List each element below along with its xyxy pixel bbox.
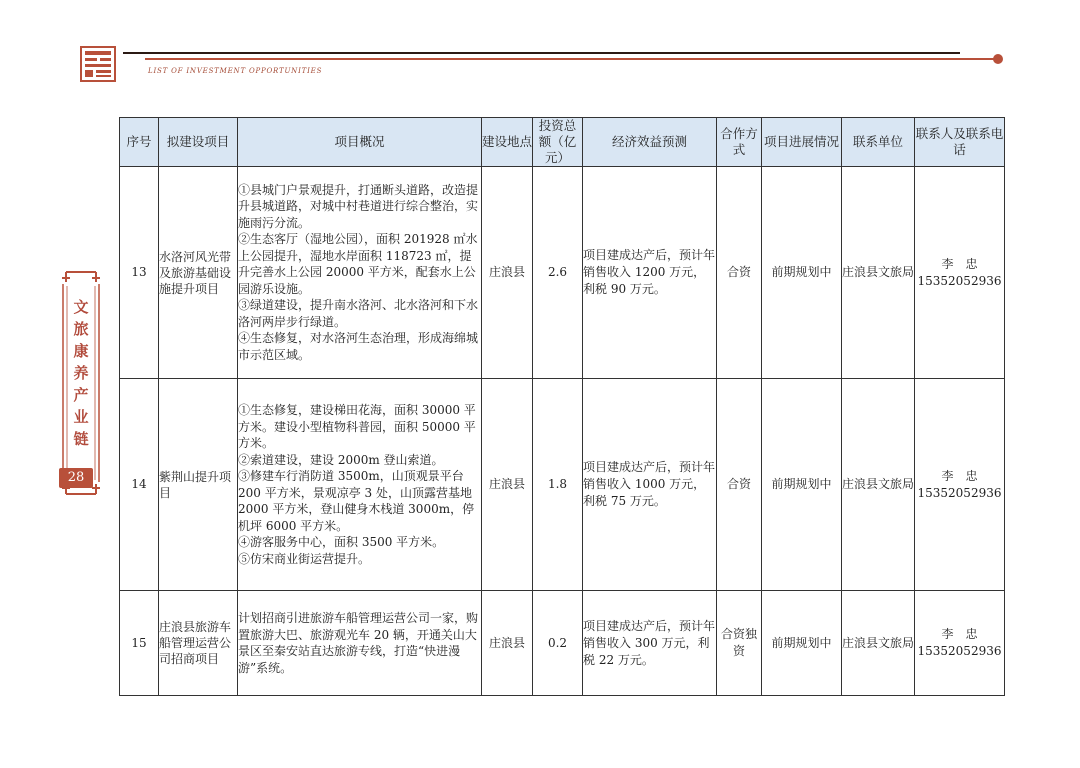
- header-investment: 投资总额（亿元）: [533, 118, 583, 167]
- contact-name: 李 忠: [941, 627, 978, 641]
- overview-item: ②索道建设，建设 2000m 登山索道。: [238, 452, 444, 467]
- page-number: 28: [59, 468, 93, 488]
- overview-item: ③修建车行消防道 3500m，山顶观景平台 200 平方米，景观凉亭 3 处，山顶露营基地 2000 平方米，登山健身木栈道 3000m，停机坪 6000 平方米。: [238, 469, 475, 533]
- overview-item: 计划招商引进旅游车船管理运营公司一家，购置旅游大巴、旅游观光车 20 辆，开通关山大景区至秦安站直达旅游专线，打造“快进漫游”系统。: [238, 611, 479, 675]
- overview-item: ①县城门户景观提升，打通断头道路，改造提升县城道路，对城中村巷道进行综合整治，实施雨污分流。: [238, 182, 479, 230]
- cell-overview: [238, 591, 482, 696]
- table-row: [120, 167, 1005, 379]
- overview-item: ①生态修复，建设梯田花海，面积 30000 平方米。建设小型植物科普园，面积 50000 平方米。: [238, 403, 476, 450]
- cell-project: 紫荆山提升项目: [159, 379, 238, 591]
- cell-location: 庄浪县: [482, 167, 533, 379]
- header-no: 序号: [120, 118, 159, 167]
- cell-no: 15: [120, 591, 159, 696]
- overview-item: ④游客服务中心，面积 3500 平方米。: [238, 535, 445, 549]
- header-rule-dot: [993, 54, 1003, 64]
- cell-cooperation: 合资: [717, 167, 762, 379]
- investment-table: [119, 117, 1005, 696]
- cell-contact: [915, 591, 1005, 696]
- logo-seal-icon: [80, 46, 116, 82]
- cell-cooperation: 合资独资: [717, 591, 762, 696]
- cell-overview: [238, 167, 482, 379]
- table-header-row: [120, 118, 1005, 167]
- header-contact: 联系人及联系电话: [915, 118, 1005, 167]
- contact-phone: 15352052936: [917, 273, 1002, 288]
- table-row: [120, 591, 1005, 696]
- header-overview: 项目概况: [238, 118, 482, 167]
- cell-cooperation: 合资: [717, 379, 762, 591]
- overview-item: ②生态客厅（湿地公园），面积 201928 ㎡水上公园提升，湿地水岸面积 118723 ㎡，提升完善水上公园 20000 平方米，配套水上公园游乐设施。: [238, 232, 478, 296]
- header-subtitle: LIST OF INVESTMENT OPPORTUNITIES: [148, 67, 323, 75]
- cell-benefit: 项目建成达产后，预计年销售收入 1200 万元，利税 90 万元。: [583, 167, 717, 379]
- cell-investment: 2.6: [533, 167, 583, 379]
- header-rule-dark: [123, 52, 960, 54]
- cell-no: 13: [120, 167, 159, 379]
- overview-item: ③绿道建设，提升南水洛河、北水洛河和下水洛河两岸步行绿道。: [238, 298, 479, 329]
- chapter-char: 产: [73, 386, 89, 404]
- cell-project: 水洛河风光带及旅游基础设施提升项目: [159, 167, 238, 379]
- header-location: 建设地点: [482, 118, 533, 167]
- chapter-char: 康: [73, 342, 89, 360]
- contact-phone: 15352052936: [917, 644, 1002, 658]
- chapter-char: 养: [73, 364, 89, 382]
- table-row: [120, 379, 1005, 591]
- cell-progress: 前期规划中: [762, 379, 842, 591]
- cell-unit: 庄浪县文旅局: [842, 167, 915, 379]
- header-unit: 联系单位: [842, 118, 915, 167]
- cell-unit: 庄浪县文旅局: [842, 379, 915, 591]
- chapter-char: 文: [73, 298, 89, 316]
- chapter-title: [58, 296, 104, 450]
- cell-progress: 前期规划中: [762, 591, 842, 696]
- cell-contact: [915, 167, 1005, 379]
- contact-name: 李 忠: [941, 468, 978, 483]
- contact-name: 李 忠: [941, 256, 978, 271]
- cell-investment: 1.8: [533, 379, 583, 591]
- cell-investment: 0.2: [533, 591, 583, 696]
- chapter-char: 链: [73, 430, 89, 448]
- overview-item: ⑤仿宋商业街运营提升。: [238, 551, 371, 566]
- header-project: 拟建设项目: [159, 118, 238, 167]
- cell-project: 庄浪县旅游车船管理运营公司招商项目: [159, 591, 238, 696]
- header-rule-accent: [145, 58, 995, 60]
- cell-benefit: 项目建成达产后，预计年销售收入 1000 万元，利税 75 万元。: [583, 379, 717, 591]
- cell-location: 庄浪县: [482, 591, 533, 696]
- cell-no: 14: [120, 379, 159, 591]
- header-cooperation: 合作方式: [717, 118, 762, 167]
- overview-item: ④生态修复，对水洛河生态治理，形成海绵城市示范区域。: [238, 331, 479, 362]
- cell-overview: [238, 379, 482, 591]
- chapter-char: 旅: [73, 320, 89, 338]
- contact-phone: 15352052936: [917, 485, 1002, 500]
- cell-benefit: 项目建成达产后，预计年销售收入 300 万元，利税 22 万元。: [583, 591, 717, 696]
- header-benefit: 经济效益预测: [583, 118, 717, 167]
- cell-location: 庄浪县: [482, 379, 533, 591]
- cell-unit: 庄浪县文旅局: [842, 591, 915, 696]
- cell-progress: 前期规划中: [762, 167, 842, 379]
- header-progress: 项目进展情况: [762, 118, 842, 167]
- cell-contact: [915, 379, 1005, 591]
- chapter-char: 业: [73, 408, 89, 426]
